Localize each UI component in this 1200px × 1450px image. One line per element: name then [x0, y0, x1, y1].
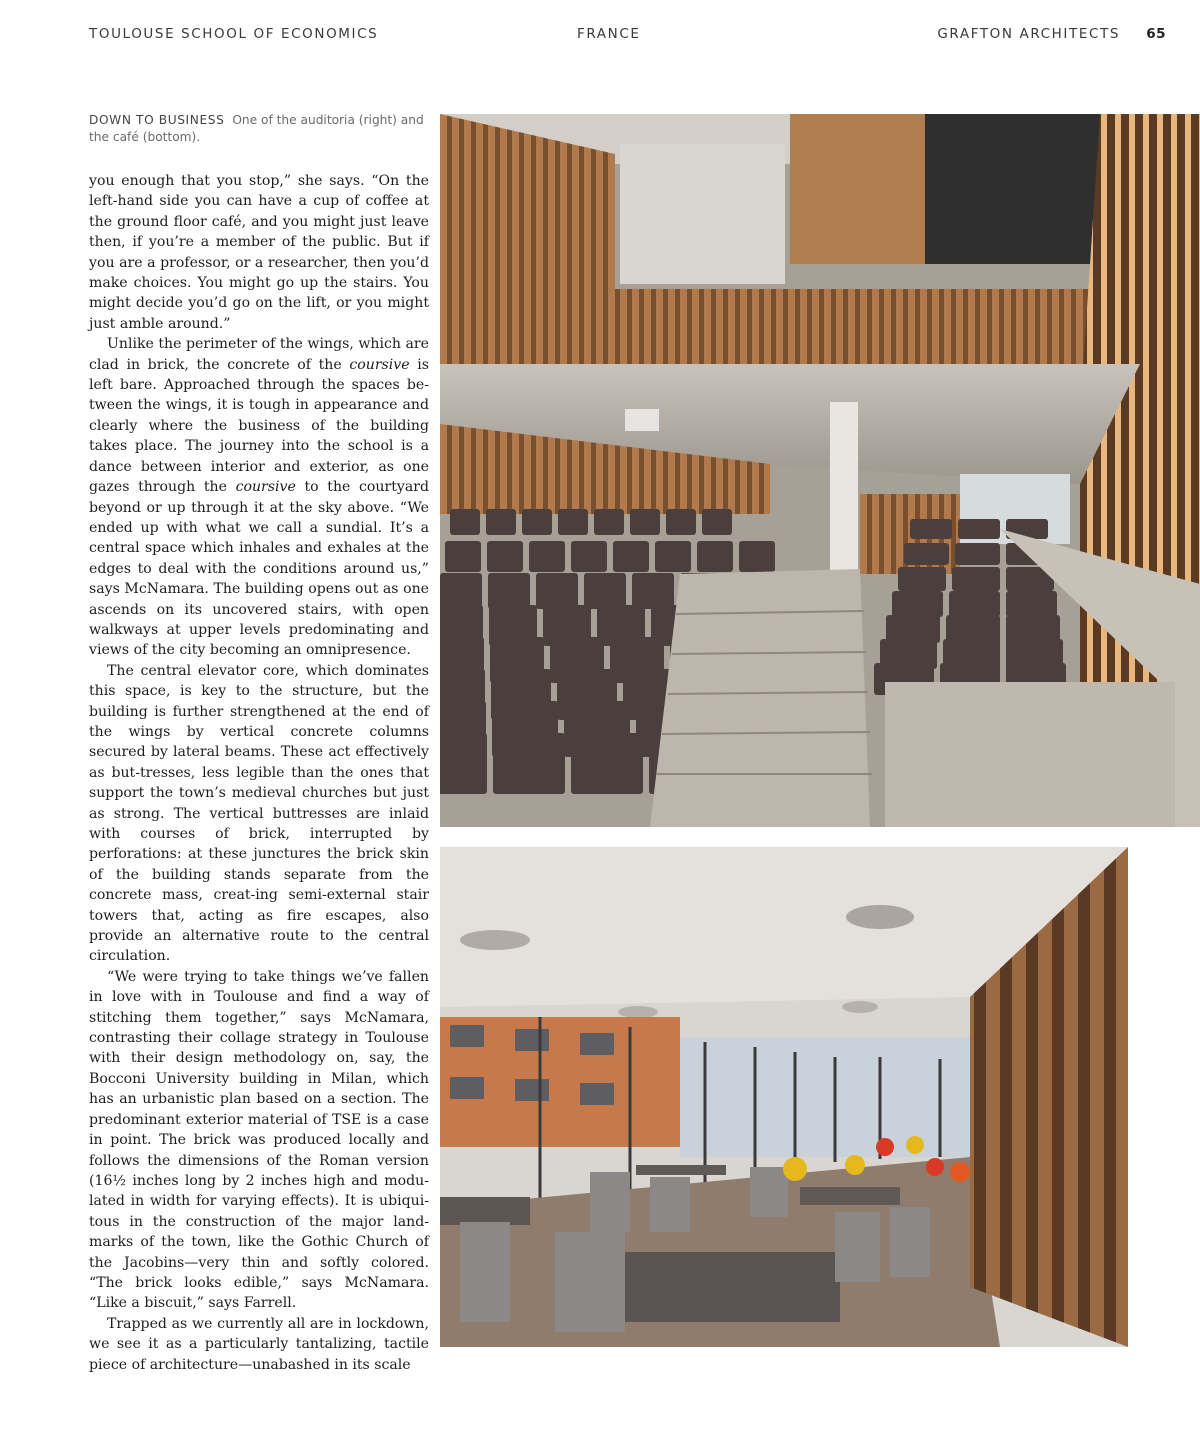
auditorium-seat — [898, 567, 946, 591]
auditorium-seat — [558, 509, 588, 535]
auditorium-seat — [1006, 615, 1060, 643]
header-section-title: TOULOUSE SCHOOL OF ECONOMICS — [89, 26, 379, 42]
auditorium-seat — [493, 733, 565, 794]
auditorium-seat — [529, 541, 565, 572]
auditorium-seat — [666, 509, 696, 535]
cafe-photo — [440, 847, 1128, 1347]
article-paragraph — [89, 334, 429, 661]
photo-caption — [89, 112, 424, 146]
auditorium-seat — [697, 541, 733, 572]
text-run: is left bare. Approached through the spaces be-tween the wings, it is tough in appearance and clearly where the business of the building takes place. The journey into the school is a dance between interior and exterior, as one gazes through the — [89, 356, 429, 496]
article-paragraph: you enough that you stop,” she says. “On the left-hand side you can have a cup of coffee at the ground floor café, and you might just leave then, if you’re a member of the public. But if you are a professor, or a researcher, then you’d make choices. You might go up the stairs. You might decide you’d go on the lift, or you might just amble around.” — [89, 173, 429, 332]
running-header — [89, 26, 1166, 46]
auditorium-seat — [904, 543, 949, 565]
article-paragraph: Trapped as we currently all are in lockdown, we see it as a particularly tantalizing, tactile piece of architecture—unabashed in its scale — [89, 1315, 429, 1373]
auditorium-seat — [486, 509, 516, 535]
header-architect: GRAFTON ARCHITECTS — [937, 26, 1120, 42]
auditorium-seat — [886, 615, 940, 643]
auditorium-photo — [440, 114, 1200, 827]
auditorium-seat — [613, 541, 649, 572]
auditorium-seat — [946, 615, 1000, 643]
italic-term: coursive — [349, 356, 410, 373]
article-paragraph: The central elevator core, which dominates this space, is key to the structure, but the building is further strengthened at the end of the wings by vertical concrete columns secured by lateral beams. These act effectively as but-tresses, less legible than the ones that support the town’s medieval churches but just as strong. The vertical buttresses are inlaid with courses of brick, interrupted by perforations: at these junctures the brick skin of the building stands separate from the concrete mass, creat-ing semi-external stair towers that, acting as fire escapes, also provide an alternative route to the central circulation. — [89, 662, 429, 965]
italic-term: coursive — [235, 479, 296, 496]
caption-lead: DOWN TO BUSINESS — [89, 113, 225, 127]
auditorium-seat — [488, 573, 530, 609]
auditorium-seat — [702, 509, 732, 535]
auditorium-seat — [949, 591, 1000, 617]
auditorium-seat — [655, 541, 691, 572]
auditorium-seat — [584, 573, 626, 609]
auditorium-seat — [910, 519, 952, 539]
article-body — [89, 171, 429, 1375]
auditorium-seat — [487, 541, 523, 572]
auditorium-seat — [450, 509, 480, 535]
auditorium-seat — [440, 733, 487, 794]
auditorium-seat — [440, 573, 482, 609]
auditorium-seat — [536, 573, 578, 609]
caption-text: One of the auditoria (right) and the café (bottom). — [89, 113, 424, 144]
auditorium-seat — [571, 733, 643, 794]
auditorium-seat — [955, 543, 1000, 565]
auditorium-seat — [632, 573, 674, 609]
auditorium-seat — [445, 541, 481, 572]
text-run: to the courtyard beyond or up through it at the sky above. “We ended up with what we call a sundial. It’s a central space which inhales and exhales at the edges to deal with the conditions around us,” says McNamara. The building opens out as one ascends on its uncovered stairs, with open walkways at upper levels predominating and views of the city becoming an omnipresence. — [89, 479, 429, 659]
auditorium-seat — [958, 519, 1000, 539]
auditorium-seat — [952, 567, 1000, 591]
auditorium-seat — [630, 509, 660, 535]
page-number: 65 — [1146, 26, 1166, 42]
auditorium-seat — [892, 591, 943, 617]
cafe-illustration — [440, 847, 1128, 1347]
article-paragraph: “We were trying to take things we’ve fallen in love with in Toulouse and find a way of stitching them together,” says McNamara, contrasting their collage strategy in Toulouse with their design methodology on, say, the Bocconi University building in Milan, which has an urbanistic plan based on a section. The predominant exterior material of TSE is a case in point. The brick was produced locally and follows the dimensions of the Roman version (16½ inches long by 2 inches high and modu-lated in width for varying effects). It is ubiqui-tous in the construction of the major land-marks of the town, like the Gothic Church of the Jacobins—very thin and softly colored. “The brick looks edible,” says McNamara. “Like a biscuit,” says Farrell. — [89, 968, 429, 1312]
auditorium-illustration — [440, 114, 1200, 827]
auditorium-seat — [1006, 591, 1057, 617]
auditorium-seat — [739, 541, 775, 572]
text-run: Unlike the perimeter of the wings, which are clad in brick, the concrete of the — [89, 336, 429, 373]
header-country: FRANCE — [577, 26, 641, 42]
auditorium-seat — [522, 509, 552, 535]
auditorium-seat — [594, 509, 624, 535]
auditorium-seat — [571, 541, 607, 572]
